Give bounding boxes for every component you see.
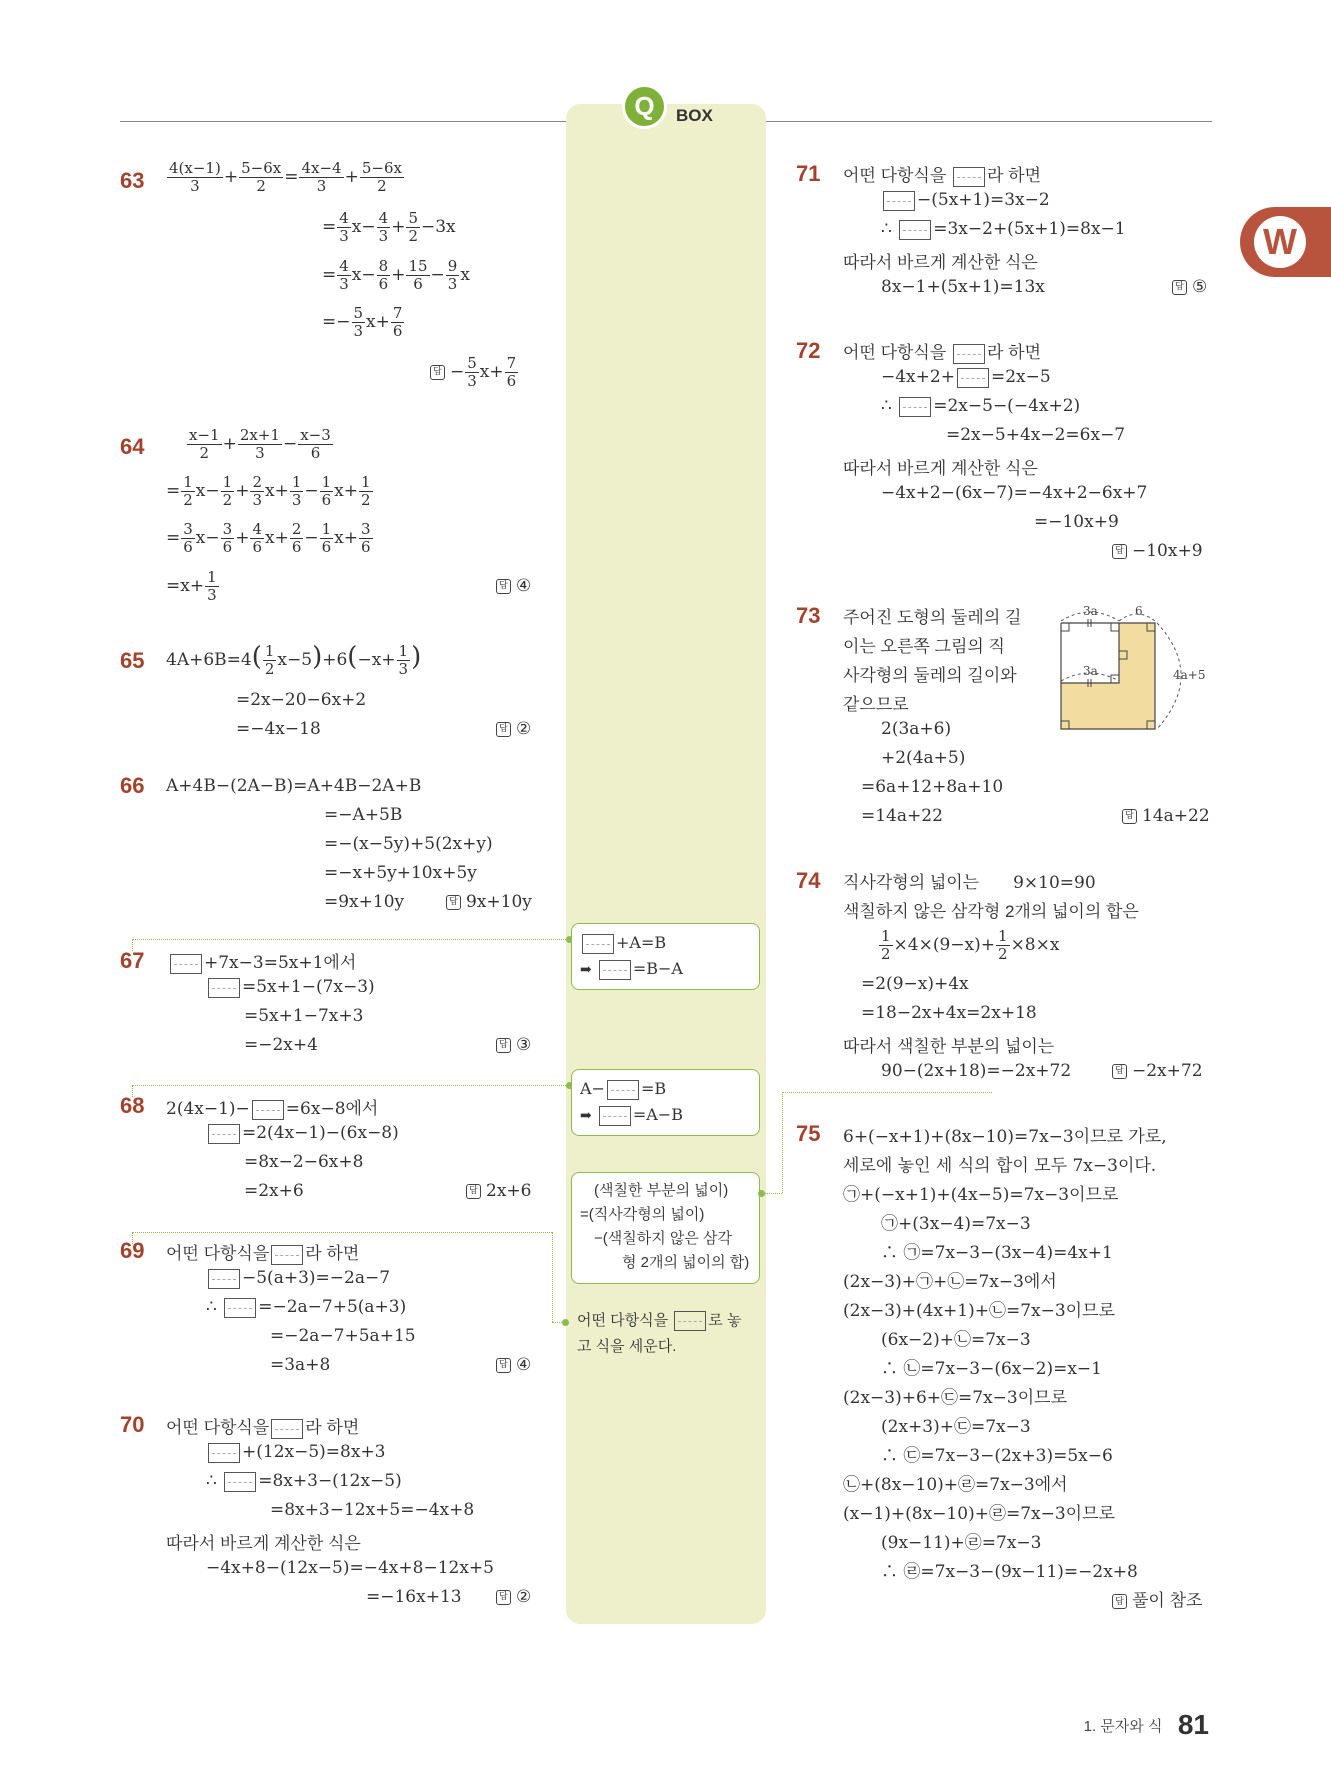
p69-line-4: =−2a−7+5a+15 <box>270 1326 416 1346</box>
problem-number: 68 <box>120 1093 145 1118</box>
leader-line <box>132 1232 133 1244</box>
blank-box <box>208 1269 240 1289</box>
q-box-label: BOX <box>676 106 713 125</box>
p70-line-6: −4x+8−(12x−5)=−4x+8−12x+5 <box>206 1558 494 1578</box>
p73-answer: 답 14a+22 <box>1122 806 1210 826</box>
p75-line: ∴ ㉣=7x−3−(9x−11)=−2x+8 <box>881 1562 1138 1582</box>
problem-number: 70 <box>120 1412 145 1437</box>
q-box-column <box>566 104 766 1624</box>
problem-number: 74 <box>796 868 821 893</box>
p74-line-2: 색칠하지 않은 삼각형 2개의 넓이의 합은 <box>843 902 1139 921</box>
leader-line <box>132 939 133 951</box>
p75-line: ∴ ㉢=7x−3−(2x+3)=5x−6 <box>881 1446 1113 1466</box>
p75-line: (2x−3)+6+㉢=7x−3이므로 <box>843 1388 1068 1408</box>
p73-line-1: 주어진 도형의 둘레의 길 <box>843 608 1022 627</box>
blank-box <box>271 1245 303 1265</box>
p66-line-1: A+4B−(2A−B)=A+4B−2A+B <box>166 776 422 796</box>
p73-line-6: +2(4a+5) <box>881 748 966 768</box>
p72-line-5: 따라서 바르게 계산한 식은 <box>843 459 1038 478</box>
problem-number: 72 <box>796 338 821 363</box>
p74-line-1: 직사각형의 넓이는 9×10=90 <box>843 873 1096 893</box>
top-rule-right <box>766 121 1212 122</box>
p74-line-7: 90−(2x+18)=−2x+72 <box>881 1061 1072 1081</box>
leader-line <box>552 1232 553 1322</box>
p75-line: (2x−3)+㉠+㉡=7x−3에서 <box>843 1272 1057 1292</box>
p73-line-7: =6a+12+8a+10 <box>861 777 1004 797</box>
blank-box <box>883 191 915 211</box>
p67-line-4: =−2x+4 <box>244 1035 318 1055</box>
blank-box <box>170 954 202 974</box>
problem-number: 66 <box>120 773 145 798</box>
p68-line-4: =2x+6 <box>244 1181 304 1201</box>
blank-box <box>899 397 931 417</box>
p63-line-2: = $\frac{4}{3}$ x− $\frac{4}{3}$ + $\frac{5}{2}$ −3x <box>322 209 456 245</box>
p75-line: ㉠+(3x−4)=7x−3 <box>881 1214 1031 1234</box>
leader-line <box>132 1232 552 1233</box>
qbox-note-67: +A=B ➡ =B−A <box>571 923 760 990</box>
blank-box <box>252 1100 284 1120</box>
p75-line: ㉠+(−x+1)+(4x−5)=7x−3이므로 <box>843 1185 1119 1205</box>
p72-line-1: 어떤 다항식을 라 하면 <box>843 343 1041 362</box>
p75-line: (x−1)+(8x−10)+㉣=7x−3이므로 <box>843 1504 1115 1524</box>
p68-line-1: 2(4x−1)− =6x−8에서 <box>166 1099 379 1119</box>
p63-answer: 답 − $\frac{5}{3}$ x+ $\frac{7}{6}$ <box>430 355 519 390</box>
problem-number: 65 <box>120 648 145 673</box>
leader-line <box>782 1092 992 1093</box>
blank-box <box>582 934 614 954</box>
problem-number: 75 <box>796 1121 821 1146</box>
p72-line-3: ∴ =2x−5−(−4x+2) <box>881 396 1081 416</box>
problem-number: 71 <box>796 161 821 186</box>
p75-answer: 답 풀이 참조 <box>1112 1586 1202 1611</box>
p74-line-4: =2(9−x)+4x <box>861 974 969 994</box>
w-icon: W <box>1254 216 1306 268</box>
p70-line-7: =−16x+13 <box>366 1587 462 1607</box>
p63-line-4: =− $\frac{5}{3}$ x+ $\frac{7}{6}$ <box>322 304 403 340</box>
p69-line-3: ∴ =−2a−7+5(a+3) <box>206 1297 407 1317</box>
p75-line: (2x+3)+㉢=7x−3 <box>881 1417 1031 1437</box>
leader-line <box>132 1085 568 1086</box>
p75-line: ∴ ㉡=7x−3−(6x−2)=x−1 <box>881 1359 1102 1379</box>
p65-line-1: 4A+6B=4( $\frac{1}{2}$ x−5)+6(−x+ $\frac{1}{3}$ ) <box>166 642 422 678</box>
p75-line: 6+(−x+1)+(8x−10)=7x−3이므로 가로, <box>843 1127 1167 1147</box>
top-rule-left <box>120 121 566 122</box>
p74-line-3: $\frac{1}{2}$ ×4×(9−x)+ $\frac{1}{2}$ ×8×x <box>881 927 1060 963</box>
p73-line-3: 사각형의 둘레의 길이와 <box>843 666 1017 685</box>
p64-line-4: =x+ $\frac{1}{3}$ <box>166 568 217 604</box>
side-badge <box>1240 207 1331 277</box>
p66-line-5: =9x+10y <box>324 892 405 912</box>
fig-label-top-a: 3a <box>1083 605 1098 618</box>
p73-line-8: =14a+22 <box>861 806 943 826</box>
p65-answer: 답 ② <box>496 719 531 739</box>
p69-answer: 답 ④ <box>496 1355 531 1375</box>
blank-box <box>599 1106 631 1126</box>
p64-line-2: = $\frac{1}{2}$ x− $\frac{1}{2}$ + $\frac{2}{3}$ x+ $\frac{1}{3}$ − $\frac{1}{6}$ x+ $\frac{1}{2}$ <box>166 473 371 509</box>
p67-line-2: =5x+1−(7x−3) <box>206 977 375 998</box>
p71-line-5: 8x−1+(5x+1)=13x <box>881 277 1045 297</box>
blank-box <box>208 1443 240 1463</box>
p71-answer: 답 ⑤ <box>1172 277 1207 297</box>
q-box-logo: Q <box>622 84 667 129</box>
p70-answer: 답 ② <box>496 1587 531 1607</box>
problem-number: 67 <box>120 948 145 973</box>
blank-box <box>607 1080 639 1100</box>
p68-line-3: =8x−2−6x+8 <box>244 1152 364 1172</box>
leader-dot <box>562 1319 569 1326</box>
p75-line: ∴ ㉠=7x−3−(3x−4)=4x+1 <box>881 1243 1113 1263</box>
p72-line-4: =2x−5+4x−2=6x−7 <box>946 425 1126 445</box>
leader-line <box>132 1085 133 1097</box>
p74-answer: 답 −2x+72 <box>1112 1061 1203 1081</box>
p71-line-3: ∴ =3x−2+(5x+1)=8x−1 <box>881 219 1126 239</box>
blank-box <box>224 1298 256 1318</box>
leader-line <box>132 939 568 940</box>
p69-line-1: 어떤 다항식을 라 하면 <box>166 1244 360 1263</box>
p65-line-2: =2x−20−6x+2 <box>236 690 367 710</box>
p69-line-5: =3a+8 <box>270 1355 331 1375</box>
p66-line-3: =−(x−5y)+5(2x+y) <box>324 834 493 854</box>
p66-line-4: =−x+5y+10x+5y <box>324 863 477 883</box>
p72-line-6: −4x+2−(6x−7)=−4x+2−6x+7 <box>881 483 1148 503</box>
p66-line-2: =−A+5B <box>324 805 403 825</box>
blank-box <box>953 167 985 187</box>
blank-box <box>899 220 931 240</box>
fig-label-top-b: 6 <box>1135 605 1143 618</box>
blank-box <box>599 960 631 980</box>
blank-box <box>953 344 985 364</box>
page-footer <box>1084 1709 1209 1741</box>
p73-line-5: 2(3a+6) <box>881 719 952 739</box>
problem-number: 69 <box>120 1238 145 1263</box>
p64-answer: 답 ④ <box>496 576 531 596</box>
fig-label-right: 4a+5 <box>1173 668 1206 682</box>
p72-line-2: −4x+2+ =2x−5 <box>881 367 1051 387</box>
p63-line-3: = $\frac{4}{3}$ x− $\frac{8}{6}$ + $\frac{15}{6}$ − $\frac{9}{3}$ x <box>322 257 470 293</box>
p69-line-2: −5(a+3)=−2a−7 <box>206 1268 390 1289</box>
p66-answer: 답 9x+10y <box>446 892 532 912</box>
p72-line-7: =−10x+9 <box>1034 512 1119 532</box>
p70-line-3: ∴ =8x+3−(12x−5) <box>206 1471 402 1491</box>
p75-line: (9x−11)+㉣=7x−3 <box>881 1533 1042 1553</box>
blank-box <box>208 1124 240 1144</box>
blank-box <box>957 368 989 388</box>
p71-line-1: 어떤 다항식을 라 하면 <box>843 166 1041 185</box>
blank-box <box>271 1419 303 1439</box>
fig-label-mid: 3a <box>1083 664 1098 678</box>
p73-line-4: 같으므로 <box>843 695 909 714</box>
qbox-note-69: 어떤 다항식을 로 놓 고 식을 세운다. <box>577 1312 742 1355</box>
blank-box <box>674 1311 706 1331</box>
page-number: 81 <box>1177 1709 1209 1740</box>
p71-line-2: −(5x+1)=3x−2 <box>881 190 1050 211</box>
p67-line-3: =5x+1−7x+3 <box>244 1006 364 1026</box>
p72-answer: 답 −10x+9 <box>1112 541 1203 561</box>
perimeter-figure <box>1055 605 1225 735</box>
p64-line-1: $\frac{x-1}{2}$ + $\frac{2x+1}{3}$ − $\frac{x-3}{6}$ <box>189 426 331 462</box>
p67-line-1: +7x−3=5x+1에서 <box>168 948 356 974</box>
problem-number: 73 <box>796 603 821 628</box>
p68-answer: 답 2x+6 <box>466 1181 531 1201</box>
p70-line-2: +(12x−5)=8x+3 <box>206 1442 386 1463</box>
qbox-note-68: A− =B ➡ =A−B <box>571 1069 760 1136</box>
p67-answer: 답 ③ <box>496 1035 531 1055</box>
leader-line <box>762 1193 782 1194</box>
leader-line <box>782 1092 783 1193</box>
p71-line-4: 따라서 바르게 계산한 식은 <box>843 253 1038 272</box>
p74-line-5: =18−2x+4x=2x+18 <box>861 1003 1037 1023</box>
p70-line-4: =8x+3−12x+5=−4x+8 <box>270 1500 475 1520</box>
p68-line-2: =2(4x−1)−(6x−8) <box>206 1123 399 1144</box>
blank-box <box>224 1472 256 1492</box>
p73-line-2: 이는 오른쪽 그림의 직 <box>843 637 1005 656</box>
qbox-note-74: (색칠한 부분의 넓이) =(직사각형의 넓이) −(색칠하지 않은 삼각 형 2개의 넓이의 합) <box>571 1172 760 1284</box>
p75-line: ㉡+(8x−10)+㉣=7x−3에서 <box>843 1475 1068 1495</box>
p70-line-5: 따라서 바르게 계산한 식은 <box>166 1534 361 1553</box>
p63-line-1: $\frac{4(x-1)}{3}$ + $\frac{5-6x}{2}$ = $\frac{4x-4}{3}$ + $\frac{5-6x}{2}$ <box>169 159 402 195</box>
p64-line-3: = $\frac{3}{6}$ x− $\frac{3}{6}$ + $\frac{4}{6}$ x+ $\frac{2}{6}$ − $\frac{1}{6}$ x+ $\frac{3}{6}$ <box>166 520 371 556</box>
p75-line: (6x−2)+㉡=7x−3 <box>881 1330 1031 1350</box>
blank-box <box>208 978 240 998</box>
problem-number: 63 <box>120 168 145 193</box>
p75-line: (2x−3)+(4x+1)+㉡=7x−3이므로 <box>843 1301 1115 1321</box>
p75-line: 세로에 놓인 세 식의 합이 모두 7x−3이다. <box>843 1156 1157 1176</box>
problem-number: 64 <box>120 434 145 459</box>
p70-line-1: 어떤 다항식을 라 하면 <box>166 1418 360 1437</box>
p65-line-3: =−4x−18 <box>236 719 321 739</box>
chapter-label: 1. 문자와 식 <box>1083 1717 1163 1735</box>
p74-line-6: 따라서 색칠한 부분의 넓이는 <box>843 1037 1055 1056</box>
